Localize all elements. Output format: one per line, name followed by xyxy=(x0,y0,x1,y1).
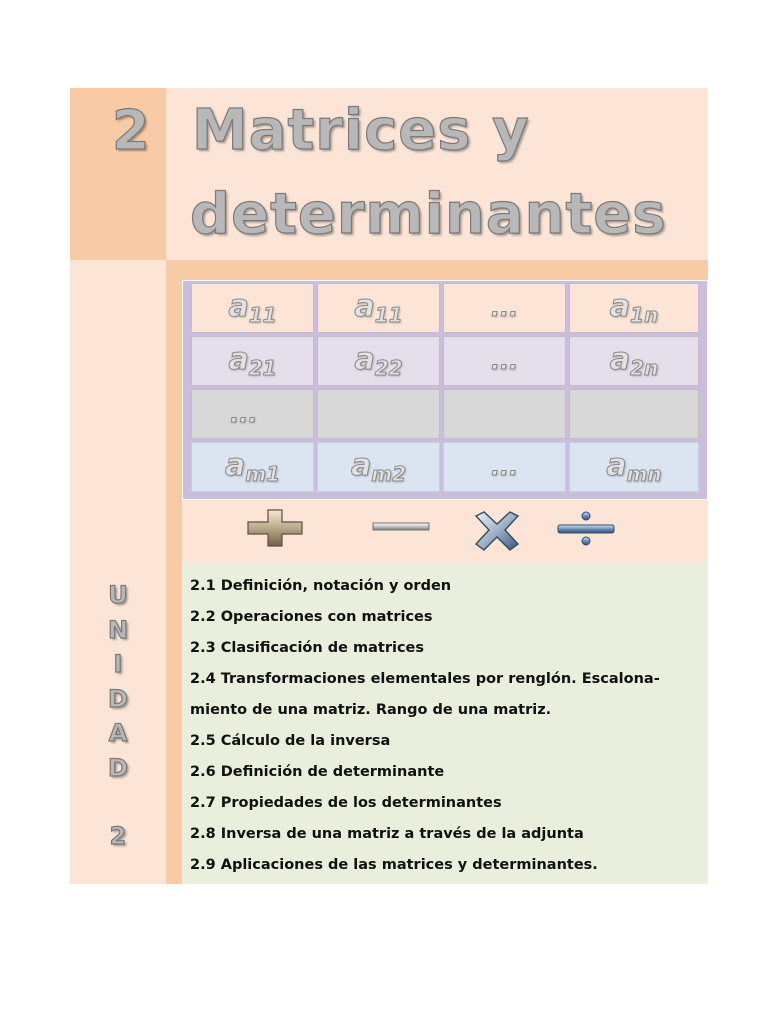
matrix-entry-subscript: 11 xyxy=(374,303,403,327)
table-of-contents xyxy=(190,571,700,881)
matrix-cell xyxy=(317,283,440,333)
matrix-cell xyxy=(443,389,566,439)
matrix-entry xyxy=(606,448,661,486)
matrix-entry-base: a xyxy=(224,448,246,483)
matrix-entry-base: ... xyxy=(490,347,519,375)
matrix-entry-base: a xyxy=(354,342,375,377)
matrix-entry-subscript: 2n xyxy=(630,356,659,380)
toc-item: 2.6 Definición de determinante xyxy=(190,764,445,780)
matrix-cell xyxy=(191,442,314,492)
matrix-entry-base: a xyxy=(228,342,249,377)
matrix-entry xyxy=(610,289,658,327)
matrix-ellipsis xyxy=(491,453,518,481)
matrix-entry xyxy=(351,448,406,486)
vertical-divider-strip xyxy=(166,260,182,884)
vertical-letter xyxy=(70,785,166,819)
toc-item: 2.7 Propiedades de los determinantes xyxy=(190,795,502,811)
toc-item: 2.9 Aplicaciones de las matrices y determinantes. xyxy=(190,857,598,873)
toc-item: 2.3 Clasificación de matrices xyxy=(190,640,425,656)
vertical-letter: N xyxy=(107,615,129,644)
matrix-entry-subscript: 22 xyxy=(374,356,403,380)
matrix-entry xyxy=(228,289,276,327)
vertical-letter: U xyxy=(108,581,128,609)
matrix-cell xyxy=(191,389,314,439)
unit-number: 2 xyxy=(112,99,150,162)
matrix-entry-subscript: m1 xyxy=(245,462,280,486)
matrix-entry-subscript: 11 xyxy=(248,303,277,327)
matrix-entry xyxy=(354,342,402,380)
title-line-2: determinantes xyxy=(190,182,667,247)
matrix-entry-subscript: 21 xyxy=(248,356,277,380)
matrix-cell xyxy=(569,389,699,439)
matrix-entry xyxy=(354,289,402,327)
vertical-letter: D xyxy=(108,753,128,782)
matrix-cell xyxy=(317,442,440,492)
matrix-cell xyxy=(191,336,314,386)
matrix-entry-base: a xyxy=(354,289,375,324)
matrix-entry-subscript: 1n xyxy=(630,303,659,327)
divide-icon xyxy=(556,508,616,548)
matrix-cell xyxy=(443,442,566,492)
matrix-entry-base: a xyxy=(609,289,631,324)
matrix-ellipsis xyxy=(491,294,518,322)
matrix-entry-base: a xyxy=(606,448,627,483)
vertical-letter: 2 xyxy=(109,822,127,850)
toc-item: 2.1 Definición, notación y orden xyxy=(190,578,452,594)
times-icon xyxy=(472,508,522,554)
horizontal-divider-band xyxy=(182,260,708,280)
matrix-cell xyxy=(443,336,566,386)
toc-item: miento de una matriz. Rango de una matriz. xyxy=(190,702,552,718)
matrix-entry-base: a xyxy=(350,448,372,483)
toc-item: 2.4 Transformaciones elementales por renglón. Escalona- xyxy=(190,671,660,687)
matrix-entry xyxy=(610,342,658,380)
minus-icon xyxy=(372,508,430,548)
matrix-entry-base: ... xyxy=(230,400,258,428)
toc-item: 2.5 Cálculo de la inversa xyxy=(190,733,391,749)
vertical-unit-label xyxy=(70,578,166,854)
matrix-ellipsis xyxy=(230,400,257,428)
toc-item: 2.8 Inversa de una matriz a través de la adjunta xyxy=(190,826,584,842)
matrix-cell xyxy=(569,336,699,386)
vertical-letter: I xyxy=(113,650,123,678)
matrix-cell xyxy=(569,442,699,492)
matrix-cell xyxy=(443,283,566,333)
matrix-cell xyxy=(191,283,314,333)
vertical-letter: A xyxy=(108,719,128,747)
matrix-entry-subscript: m2 xyxy=(371,462,406,486)
matrix-cell xyxy=(317,336,440,386)
matrix-entry xyxy=(225,448,280,486)
matrix-cell xyxy=(317,389,440,439)
matrix-entry-base: ... xyxy=(490,294,519,322)
matrix-entry-base: a xyxy=(609,342,631,377)
matrix-illustration xyxy=(183,281,707,499)
plus-icon xyxy=(246,508,304,548)
matrix-entry xyxy=(228,342,276,380)
matrix-grid xyxy=(191,283,699,493)
title-line-1: Matrices y xyxy=(192,98,530,163)
toc-item: 2.2 Operaciones con matrices xyxy=(190,609,433,625)
matrix-cell xyxy=(569,283,699,333)
vertical-letter: D xyxy=(108,684,128,713)
matrix-entry-subscript: mn xyxy=(626,462,662,486)
matrix-entry-base: ... xyxy=(490,453,519,481)
matrix-entry-base: a xyxy=(228,289,249,324)
matrix-ellipsis xyxy=(491,347,518,375)
